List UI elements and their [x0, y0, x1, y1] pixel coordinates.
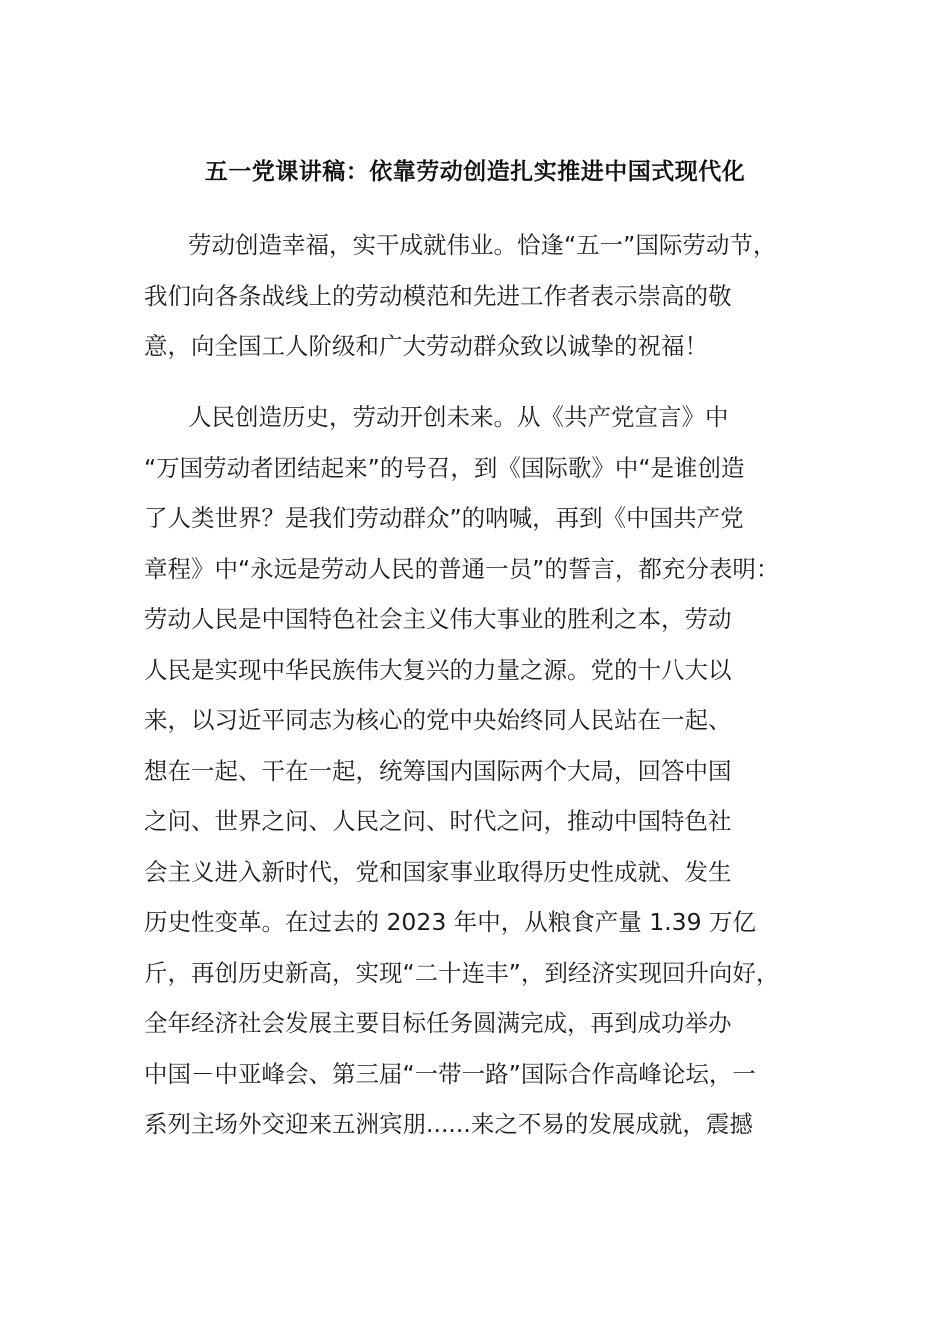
paragraph-2 — [144, 392, 824, 1150]
paragraph-line: 来，以习近平同志为核心的党中央始终同人民站在一起、 — [144, 706, 732, 734]
paragraph-line: 意，向全国工人阶级和广大劳动群众致以诚挚的祝福！ — [144, 332, 708, 360]
paragraph-1 — [144, 220, 824, 372]
paragraph-line: 之问、世界之问、人民之问、时代之问，推动中国特色社 — [144, 807, 732, 835]
paragraph-line: 章程》中“永远是劳动人民的普通一员”的誓言，都充分表明： — [144, 554, 780, 583]
paragraph-line: 会主义进入新时代，党和国家事业取得历史性成就、发生 — [144, 857, 732, 886]
paragraph-line: 斤，再创历史新高，实现“二十连丰”，到经济实现回升向好， — [144, 958, 780, 987]
paragraph-line: 中国－中亚峰会、第三届“一带一路”国际合作高峰论坛，一 — [144, 1059, 756, 1088]
paragraph-line: 劳动创造幸福，实干成就伟业。恰逢“五一”国际劳动节， — [188, 231, 777, 259]
paragraph-line: 全年经济社会发展主要目标任务圆满完成，再到成功举办 — [144, 1009, 732, 1037]
paragraph-line: 人民创造历史，劳动开创未来。从《共产党宣言》中 — [188, 403, 729, 431]
paragraph-line: 了人类世界？是我们劳动群众”的呐喊，再到《中国共产党 — [144, 504, 744, 532]
paragraph-line: 人民是实现中华民族伟大复兴的力量之源。党的十八大以 — [144, 655, 732, 684]
paragraph-line: 我们向各条战线上的劳动模范和先进工作者表示崇高的敬 — [144, 281, 732, 310]
paragraph-line: 历史性变革。在过去的 2023 年中，从粮食产量 1.39 万亿 — [144, 908, 757, 936]
paragraph-line: “万国劳动者团结起来”的号召，到《国际歌》中“是谁创造 — [144, 453, 745, 482]
paragraph-line: 系列主场外交迎来五洲宾朋......来之不易的发展成就，震撼 — [144, 1110, 753, 1138]
paragraph-line: 劳动人民是中国特色社会主义伟大事业的胜利之本，劳动 — [144, 605, 732, 633]
paragraph-line: 想在一起、干在一起，统筹国内国际两个大局，回答中国 — [144, 756, 732, 785]
document-title: 五一党课讲稿：依靠劳动创造扎实推进中国式现代化 — [204, 159, 746, 185]
